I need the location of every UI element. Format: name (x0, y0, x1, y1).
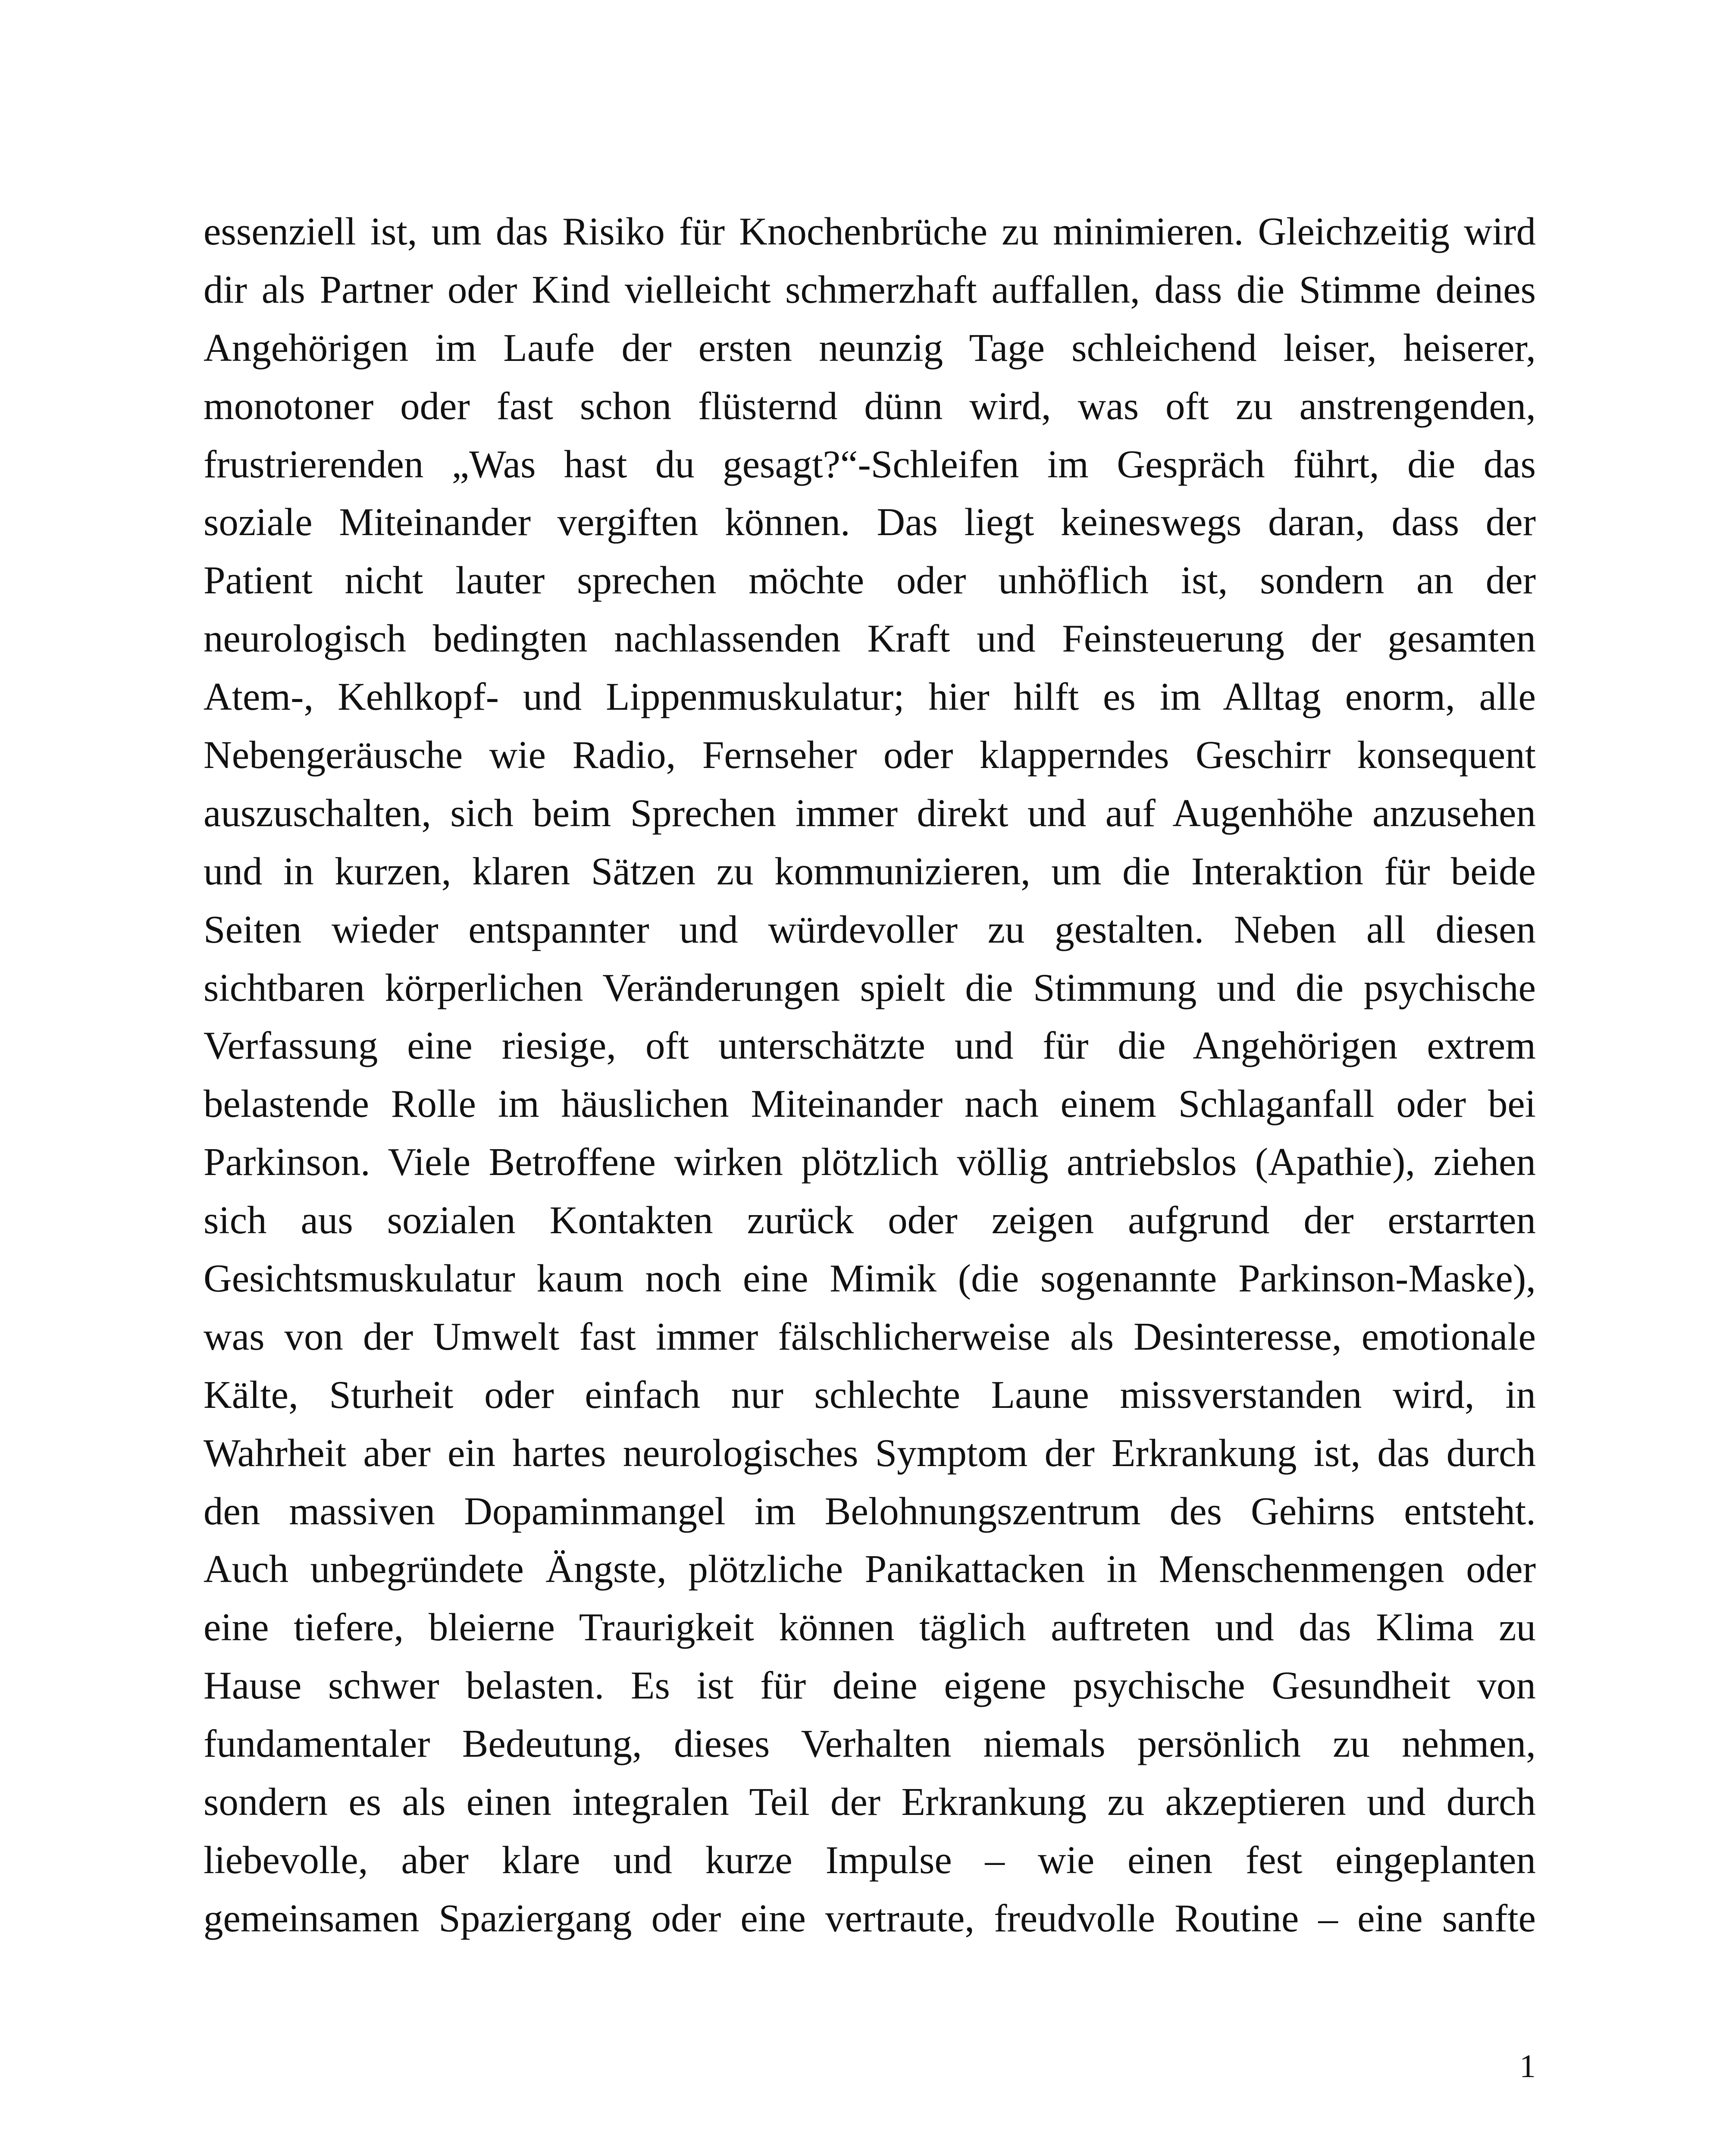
text-line: soziale Miteinander vergiften können. Das liegt keineswegs daran, dass der (204, 500, 1536, 544)
text-line: essenziell ist, um das Risiko für Knochenbrüche zu minimieren. Gleichzeitig wird (204, 210, 1536, 253)
text-line: was von der Umwelt fast immer fälschlicherweise als Desinteresse, emotionale (204, 1314, 1536, 1358)
text-line: Kälte, Sturheit oder einfach nur schlechte Laune missverstanden wird, in (204, 1373, 1536, 1416)
text-line: dir als Partner oder Kind vielleicht schmerzhaft auffallen, dass die Stimme deines (204, 267, 1536, 311)
text-line: Patient nicht lauter sprechen möchte oder unhöflich ist, sondern an der (204, 558, 1536, 602)
text-line: und in kurzen, klaren Sätzen zu kommunizieren, um die Interaktion für beide (204, 849, 1536, 893)
text-line: Parkinson. Viele Betroffene wirken plötzlich völlig antriebslos (Apathie), ziehen (204, 1140, 1536, 1184)
text-line: eine tiefere, bleierne Traurigkeit können täglich auftreten und das Klima zu (204, 1605, 1536, 1649)
page-number: 1 (1519, 2048, 1536, 2084)
text-line: Angehörigen im Laufe der ersten neunzig Tage schleichend leiser, heiserer, (204, 326, 1536, 370)
body-paragraph (204, 203, 1536, 1948)
text-line: Seiten wieder entspannter und würdevoller zu gestalten. Neben all diesen (204, 907, 1536, 951)
text-line: Gesichtsmuskulatur kaum noch eine Mimik (die sogenannte Parkinson-Maske), (204, 1257, 1536, 1300)
text-line: Atem-, Kehlkopf- und Lippenmuskulatur; hier hilft es im Alltag enorm, alle (204, 675, 1536, 719)
text-line: sondern es als einen integralen Teil der Erkrankung zu akzeptieren und durch (204, 1780, 1536, 1824)
text-line: belastende Rolle im häuslichen Miteinander nach einem Schlaganfall oder bei (204, 1082, 1536, 1126)
text-line: monotoner oder fast schon flüsternd dünn wird, was oft zu anstrengenden, (204, 384, 1536, 428)
text-line: fundamentaler Bedeutung, dieses Verhalten niemals persönlich zu nehmen, (204, 1722, 1536, 1766)
text-line: Verfassung eine riesige, oft unterschätzte und für die Angehörigen extrem (204, 1024, 1536, 1068)
text-line: Hause schwer belasten. Es ist für deine eigene psychische Gesundheit von (204, 1664, 1536, 1708)
text-line: sich aus sozialen Kontakten zurück oder zeigen aufgrund der erstarrten (204, 1198, 1536, 1242)
text-line: Wahrheit aber ein hartes neurologisches Symptom der Erkrankung ist, das durch (204, 1431, 1536, 1475)
text-line: Nebengeräusche wie Radio, Fernseher oder klapperndes Geschirr konsequent (204, 733, 1536, 777)
text-line: liebevolle, aber klare und kurze Impulse – wie einen fest eingeplanten (204, 1838, 1536, 1882)
text-line: sichtbaren körperlichen Veränderungen spielt die Stimmung und die psychische (204, 965, 1536, 1009)
text-line: frustrierenden „Was hast du gesagt?“-Schleifen im Gespräch führt, die das (204, 442, 1536, 486)
text-line: Auch unbegründete Ängste, plötzliche Panikattacken in Menschenmengen oder (204, 1547, 1536, 1591)
text-line: den massiven Dopaminmangel im Belohnungszentrum des Gehirns entsteht. (204, 1489, 1536, 1533)
text-line: auszuschalten, sich beim Sprechen immer direkt und auf Augenhöhe anzusehen (204, 791, 1536, 835)
text-line: neurologisch bedingten nachlassenden Kraft und Feinsteuerung der gesamten (204, 617, 1536, 661)
text-line: gemeinsamen Spaziergang oder eine vertraute, freudvolle Routine – eine sanfte (204, 1896, 1536, 1940)
